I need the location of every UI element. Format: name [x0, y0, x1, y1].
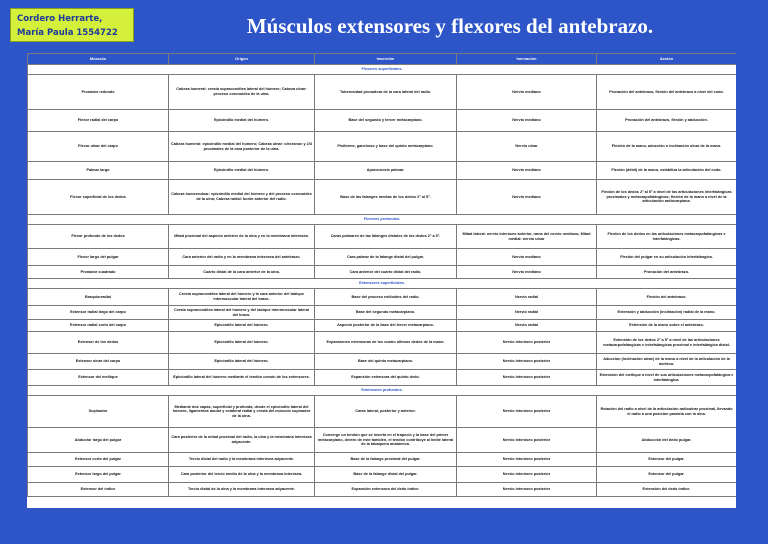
cell-musculo: Pronador redondo	[28, 75, 169, 110]
section-label: Flexores profundos.	[28, 215, 737, 225]
cell-musculo: Flexor ulnar del carpo	[28, 132, 169, 162]
table-row	[28, 249, 737, 266]
cell-musculo: Extensor radial corto del carpo	[28, 320, 169, 332]
cell-inervacion: Nervio interóseo posterior	[457, 370, 597, 386]
cell-accion: Flexión del pulgar en su articulación interfalángica.	[597, 249, 737, 266]
cell-inervacion: Mitad lateral: nervio interóseo anterior, rama del nervio mediano; Mitad medial: nervio ulnar	[457, 225, 597, 249]
cell-musculo: Extensor corto del pulgar	[28, 453, 169, 467]
header-origen: Origen	[169, 54, 315, 65]
cell-accion: Flexión de los dedos 2° al 5° a nivel de las articulaciones interfalángicas proximales y metacarpofalángicas; flexión de la mano a nivel de la articulación radiocarpiana.	[597, 180, 737, 215]
cell-origen: Cara posterior del tercio medio de la ulna y la membrana interósea.	[169, 467, 315, 483]
table-row	[28, 225, 737, 249]
muscle-table	[27, 53, 736, 497]
cell-accion: Flexión del antebrazo.	[597, 289, 737, 306]
cell-accion: Aducción (inclinación ulnar) de la mano a nivel de la articulación de la muñeca.	[597, 354, 737, 370]
cell-accion: Abducción del dedo pulgar.	[597, 428, 737, 453]
cell-accion: Flexión de la mano, aducción o inclinación ulnar de la mano.	[597, 132, 737, 162]
table-row	[28, 320, 737, 332]
cell-origen: Epicóndilo lateral del húmero.	[169, 332, 315, 354]
section-header-row	[28, 65, 737, 75]
cell-insercion: Base del segundo metacarpiano.	[315, 306, 457, 320]
cell-insercion: Base de la falange distal del pulgar.	[315, 467, 457, 483]
table-row	[28, 428, 737, 453]
cell-insercion: Cara palmar de la falange distal del pulgar.	[315, 249, 457, 266]
cell-musculo: Braquiorradial	[28, 289, 169, 306]
section-label: Extensores superficiales.	[28, 279, 737, 289]
header-accion: Acción	[597, 54, 737, 65]
table-body	[28, 65, 737, 497]
cell-accion: Extensión del meñique a nivel de sus articulaciones metacarpofalángica e interfalángica.	[597, 370, 737, 386]
cell-insercion: Caras lateral, posterior y anterior.	[315, 396, 457, 428]
cell-accion: Extensión del dedo índice.	[597, 483, 737, 497]
table-row	[28, 354, 737, 370]
cell-accion: Pronación del antebrazo, flexión del antebrazo a nivel del codo.	[597, 75, 737, 110]
cell-accion: Extensión de los dedos 2° a 5° a nivel de las articulaciones metacarpofalángicas e interfalángicas proximal e interfalángica distal.	[597, 332, 737, 354]
cell-inervacion: Nervio mediano	[457, 180, 597, 215]
cell-inervacion: Nervio mediano	[457, 75, 597, 110]
section-header-row	[28, 279, 737, 289]
header-insercion: Inserción	[315, 54, 457, 65]
cell-insercion: Aponeurosis palmar.	[315, 162, 457, 180]
table-row	[28, 396, 737, 428]
cell-origen: Mitad proximal del aspecto anterior de la ulna y en la membrana interósea.	[169, 225, 315, 249]
cell-insercion: Expansiones extensoras de los cuatro últimos dedos de la mano.	[315, 332, 457, 354]
cell-accion: Pronación del antebrazo, flexión y abducción.	[597, 110, 737, 132]
cell-inervacion: Nervio mediano	[457, 162, 597, 180]
table-row	[28, 162, 737, 180]
cell-insercion: Base del quinto metacarpiano.	[315, 354, 457, 370]
cell-origen: Cuarto distal de la cara anterior de la ulna.	[169, 266, 315, 279]
cell-origen: Cabeza humeroulnar: epicóndilo medial del húmero y del proceso coronoides de la ulna; Cabeza radial: borde anterior del radio.	[169, 180, 315, 215]
section-label: Flexores superficiales.	[28, 65, 737, 75]
cell-musculo: Extensor largo del pulgar	[28, 467, 169, 483]
section-label: Extensores profundos.	[28, 386, 737, 396]
cell-inervacion: Nervio mediano	[457, 266, 597, 279]
table-row	[28, 289, 737, 306]
cell-accion: Rotación del radio a nivel de la articulación radioulnar proximal, llevando el radio a una posición paralela con la ulna.	[597, 396, 737, 428]
cell-inervacion: Nervio interóseo posterior	[457, 467, 597, 483]
page-title: Músculos extensores y flexores del antebrazo.	[246, 14, 654, 38]
cell-musculo: Flexor largo del pulgar	[28, 249, 169, 266]
table-row	[28, 75, 737, 110]
cell-accion: Pronación del antebrazo.	[597, 266, 737, 279]
table-row	[28, 370, 737, 386]
cell-insercion: Base de las falanges medias de los dedos 2° al 5°.	[315, 180, 457, 215]
cell-origen: Epicóndilo lateral del húmero.	[169, 354, 315, 370]
cell-accion: Flexión de los dedos en las articulaciones metacarpofalángicas e interfalángicas.	[597, 225, 737, 249]
cell-origen: Cara anterior del radio y en la membrana interósea del antebrazo.	[169, 249, 315, 266]
cell-inervacion: Nervio interóseo posterior	[457, 354, 597, 370]
table-row	[28, 266, 737, 279]
cell-musculo: Palmar largo	[28, 162, 169, 180]
cell-inervacion: Nervio radial	[457, 306, 597, 320]
cell-accion: Flexión (débil) de la mano, estabiliza la articulación del codo.	[597, 162, 737, 180]
header-musculo: Músculo	[28, 54, 169, 65]
table-row	[28, 453, 737, 467]
cell-origen: Mediante dos capas, superficial y profunda, desde el epicóndilo lateral del húmero, ligamentos anular y colateral radial y cresta del músculo supinador de la ulna.	[169, 396, 315, 428]
cell-origen: Tercio distal del radio y la membrana interósea adyacente.	[169, 453, 315, 467]
cell-insercion: Base del proceso estiloides del radio.	[315, 289, 457, 306]
cell-insercion: Expansión extensora del quinto dedo.	[315, 370, 457, 386]
muscle-table-sheet	[27, 53, 736, 508]
cell-inervacion: Nervio ulnar	[457, 132, 597, 162]
cell-insercion: Base de la falange proximal del pulgar.	[315, 453, 457, 467]
cell-accion: Extensión de la mano sobre el antebrazo.	[597, 320, 737, 332]
author-name-line: Cordero Herrarte,	[17, 14, 103, 24]
table-row	[28, 306, 737, 320]
cell-origen: Cabeza humeral: epicóndilo medial del húmero; Cabeza ulnar: olécranon y 2/3 proximales de la cara posterior de la ulna.	[169, 132, 315, 162]
cell-musculo: Extensor radial largo del carpo	[28, 306, 169, 320]
cell-origen: Epicóndilo medial del húmero.	[169, 162, 315, 180]
cell-origen: Cara posterior de la mitad proximal del radio, la ulna y la membrana interósea adyacente.	[169, 428, 315, 453]
cell-musculo: Extensor de los dedos	[28, 332, 169, 354]
cell-inervacion: Nervio interóseo posterior	[457, 453, 597, 467]
table-row	[28, 332, 737, 354]
table-row	[28, 467, 737, 483]
cell-origen: Cabeza humeral: cresta supracondílea lateral del húmero; Cabeza ulnar: proceso coronoides de la ulna.	[169, 75, 315, 110]
cell-origen: Epicóndilo lateral del húmero.	[169, 320, 315, 332]
section-header-row	[28, 386, 737, 396]
cell-inervacion: Nervio interóseo posterior	[457, 396, 597, 428]
cell-inervacion: Nervio interóseo posterior	[457, 428, 597, 453]
cell-musculo: Abductor largo del pulgar	[28, 428, 169, 453]
cell-accion: Extensor del pulgar.	[597, 453, 737, 467]
cell-insercion: Caras palmares de las falanges distales de los dedos 2° a 5°.	[315, 225, 457, 249]
table-row	[28, 180, 737, 215]
cell-insercion: Pisiforme, ganchoso y base del quinto metacarpiano.	[315, 132, 457, 162]
cell-inervacion: Nervio radial	[457, 320, 597, 332]
cell-insercion: Cara anterior del cuarto distal del radio.	[315, 266, 457, 279]
header-inervacion: Inervación	[457, 54, 597, 65]
cell-accion: Extensión y abducción (inclinación) radial de la mano.	[597, 306, 737, 320]
cell-musculo: Pronador cuadrado	[28, 266, 169, 279]
author-box	[10, 8, 134, 42]
table-row	[28, 110, 737, 132]
cell-origen: Cresta supracondílea lateral del húmero y la cara anterior del tabique intermuscular lateral del brazo.	[169, 289, 315, 306]
author-id-line: María Paula 1554722	[17, 28, 118, 38]
cell-musculo: Flexor profundo de los dedos	[28, 225, 169, 249]
cell-insercion: Base del segundo y tercer metacarpiano.	[315, 110, 457, 132]
cell-inervacion: Nervio interóseo posterior	[457, 332, 597, 354]
table-header-row	[28, 54, 737, 65]
cell-origen: Epicóndilo lateral del húmero mediante el tendón común de los extensores.	[169, 370, 315, 386]
cell-musculo: Flexor superficial de los dedos	[28, 180, 169, 215]
cell-inervacion: Nervio mediano	[457, 249, 597, 266]
cell-insercion: Tuberosidad pronadora de la cara lateral del radio.	[315, 75, 457, 110]
cell-musculo: Extensor del índice	[28, 483, 169, 497]
cell-musculo: Extensor ulnar del carpo	[28, 354, 169, 370]
cell-musculo: Extensor del meñique	[28, 370, 169, 386]
cell-musculo: Supinador	[28, 396, 169, 428]
cell-accion: Extensor del pulgar.	[597, 467, 737, 483]
cell-origen: Cresta supracondílea lateral del húmero y del tabique intermuscular lateral del brazo.	[169, 306, 315, 320]
section-header-row	[28, 215, 737, 225]
cell-musculo: Flexor radial del carpo	[28, 110, 169, 132]
cell-origen: Tercio distal de la ulna y la membrana interósea adyacente.	[169, 483, 315, 497]
table-row	[28, 483, 737, 497]
cell-insercion: Expansión extensora del dedo índice.	[315, 483, 457, 497]
cell-inervacion: Nervio mediano	[457, 110, 597, 132]
cell-insercion: Aspecto posterior de la base del tercer metacarpiano.	[315, 320, 457, 332]
cell-inervacion: Nervio radial	[457, 289, 597, 306]
table-row	[28, 132, 737, 162]
cell-inervacion: Nervio interóseo posterior	[457, 483, 597, 497]
cell-origen: Epicóndilo medial del húmero.	[169, 110, 315, 132]
cell-insercion: Converge un tendón que se inserta en el trapecio y la base del primer metacarpiano, dentro de este también, el tendón contribuye al límite lateral de la tabaquera anatómica.	[315, 428, 457, 453]
